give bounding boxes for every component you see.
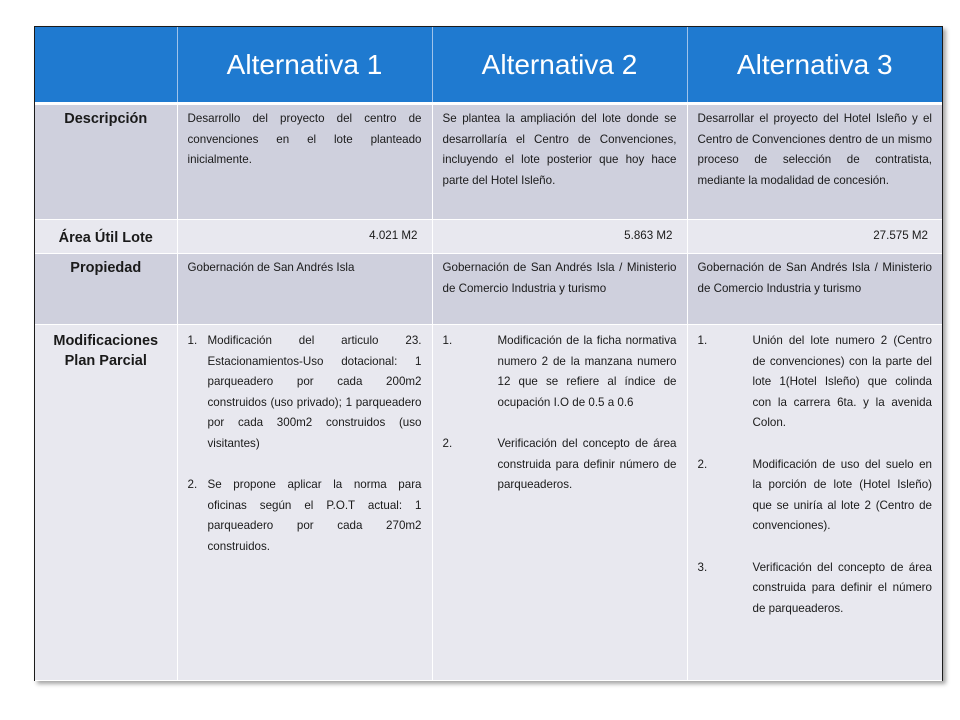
list-item-number: 3. [697, 560, 708, 574]
header-alternativa-1: Alternativa 1 [177, 27, 432, 104]
cell-area-alt2: 5.863 M2 [432, 220, 687, 254]
cell-descripcion-alt3: Desarrollar el proyecto del Hotel Isleño y el Centro de Convenciones dentro de un mismo proceso de selección de contratista, mediante la modalidad de concesión. [687, 104, 942, 220]
row-label-modificaciones [35, 325, 177, 681]
row-area-util-lote [35, 220, 942, 254]
header-row [35, 27, 942, 104]
row-label-modificaciones-line2: Plan Parcial [64, 353, 147, 369]
cell-propiedad-alt1: Gobernación de San Andrés Isla [177, 254, 432, 325]
alternatives-comparison-table [35, 27, 942, 681]
list-item [443, 434, 677, 496]
list-item-number: 1. [442, 334, 453, 347]
cell-propiedad-alt2: Gobernación de San Andrés Isla / Ministerio de Comercio Industria y turismo [432, 254, 687, 325]
cell-area-alt3: 27.575 M2 [687, 220, 942, 254]
list-item-text: Unión del lote numero 2 (Centro de convenciones) con la parte del lote 1(Hotel Isleño) que colinda con la carrera 6ta. y la avenida Colon. [752, 334, 932, 429]
list-item-text: Modificación de la ficha normativa numero 2 de la manzana numero 12 que se refiere al índice de ocupación I.O de 0.5 a 0.6 [497, 334, 677, 409]
row-label-area-util-lote: Área Útil Lote [35, 220, 177, 254]
cell-descripcion-alt2: Se plantea la ampliación del lote donde se desarrollaría el Centro de Convenciones, incluyendo el lote posterior que hoy hace parte del Hotel Isleño. [432, 104, 687, 220]
table-header [35, 27, 942, 104]
cell-modificaciones-alt3 [687, 325, 942, 681]
list-item [443, 331, 677, 413]
list-item-number: 2. [442, 437, 453, 450]
list-item-text: Modificación del articulo 23. Estacionamientos-Uso dotacional: 1 parqueadero por cada 200m2 construidos (uso privado); 1 parqueadero por cada 300m2 construidos (uso visitantes) [207, 334, 422, 450]
list-item [698, 455, 933, 537]
row-label-descripcion: Descripción [35, 104, 177, 220]
row-propiedad [35, 254, 942, 325]
row-modificaciones-plan-parcial [35, 325, 942, 681]
list-item-number: 2. [187, 478, 198, 491]
list-item-text: Verificación del concepto de área construida para definir número de parqueaderos. [497, 437, 677, 491]
list-item-text: Modificación de uso del suelo en la porción de lote (Hotel Isleño) que se uniría al lote 2 (Centro de convenciones). [752, 457, 932, 532]
list-item [188, 475, 422, 557]
comparison-table-frame [34, 26, 943, 681]
cell-area-alt1: 4.021 M2 [177, 220, 432, 254]
header-corner-cell [35, 27, 177, 104]
list-item [188, 331, 422, 454]
list-item [698, 331, 933, 434]
list-item-text: Verificación del concepto de área construida para definir el número de parqueaderos. [752, 560, 932, 615]
list-item-number: 1. [697, 334, 708, 347]
row-label-propiedad: Propiedad [35, 254, 177, 325]
list-item-text: Se propone aplicar la norma para oficinas según el P.O.T actual: 1 parqueadero por cada 270m2 construidos. [207, 478, 422, 553]
cell-modificaciones-alt1 [177, 325, 432, 681]
cell-propiedad-alt3: Gobernación de San Andrés Isla / Ministerio de Comercio Industria y turismo [687, 254, 942, 325]
header-alternativa-3: Alternativa 3 [687, 27, 942, 104]
modificaciones-alt2-list [443, 331, 677, 496]
header-alternativa-2: Alternativa 2 [432, 27, 687, 104]
cell-descripcion-alt1: Desarrollo del proyecto del centro de convenciones en el lote planteado inicialmente. [177, 104, 432, 220]
list-item-number: 1. [187, 334, 198, 347]
row-descripcion [35, 104, 942, 220]
list-item-number: 2. [697, 457, 708, 471]
modificaciones-alt1-list [188, 331, 422, 557]
row-label-modificaciones-line1: Modificaciones [53, 333, 159, 349]
list-item [698, 558, 933, 620]
table-body [35, 104, 942, 681]
modificaciones-alt3-list [698, 331, 933, 619]
cell-modificaciones-alt2 [432, 325, 687, 681]
